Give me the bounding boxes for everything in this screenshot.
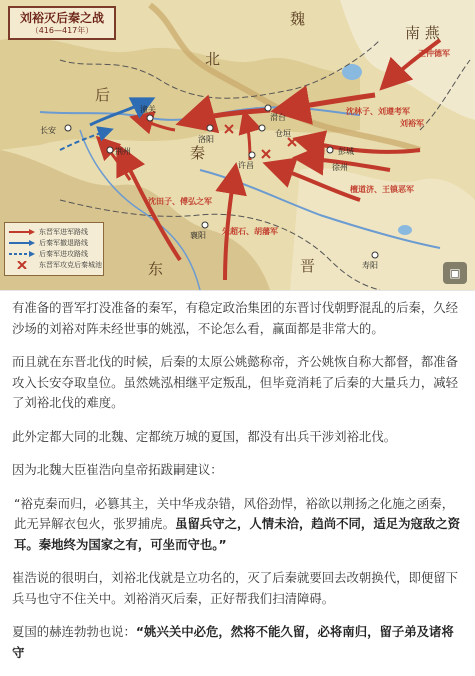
place-jingzhou: 荆州 — [115, 147, 131, 156]
legend-line-red-solid — [9, 228, 35, 236]
legend-cross-icon — [9, 261, 35, 269]
legend-label: 东晋军进军路线 — [39, 227, 88, 236]
map-legend — [4, 222, 104, 276]
army-label-liu-yu: 刘裕军 — [400, 118, 424, 128]
quote-paragraph — [12, 494, 464, 556]
region-label-hou: 后 — [95, 86, 111, 104]
place-changan: 长安 — [40, 126, 56, 135]
legend-item — [9, 259, 102, 270]
army-label-tan-daoji: 檀道济、王镇恶军 — [350, 184, 414, 194]
army-label-shen-linzi: 沈林子、刘遵考军 — [346, 106, 410, 116]
paragraph: 此外定都大同的北魏、定都统万城的夏国，都没有出兵干涉刘裕北伐。 — [12, 428, 397, 444]
place-tongguan: 潼关 — [140, 105, 156, 114]
region-label-bei: 北 — [205, 50, 221, 68]
region-label-jin: 晋 — [300, 257, 316, 275]
legend-label: 后秦军进攻路线 — [39, 249, 88, 258]
legend-line-blue-solid — [9, 239, 35, 247]
region-label-southern-yan: 南 燕 — [405, 24, 440, 42]
paragraph: 有准备的晋军打没准备的秦军，有稳定政治集团的东晋讨伐朝野混乱的后秦，久经沙场的刘裕对阵未经世事的姚泓，不论怎么看，赢面都是非常大的。 — [12, 300, 459, 336]
legend-item — [9, 237, 99, 248]
paragraph — [12, 622, 464, 663]
region-label-wei: 魏 — [290, 10, 306, 28]
map-title: 刘裕灭后秦之战 — [19, 11, 104, 25]
legend-line-blue-dashed — [9, 250, 35, 258]
legend-label: 东晋军攻克后秦城池 — [39, 260, 102, 269]
army-label-zhu-chaoshi: 朱超石、胡藩军 — [222, 226, 278, 236]
place-luoyang: 洛阳 — [198, 135, 214, 144]
region-label-qin: 秦 — [190, 144, 206, 162]
paragraph: 崔浩说的很明白，刘裕北伐就是立功名的，灭了后秦就要回去改朝换代，即便留下兵马也守不住关中。刘裕消灭后秦，正好帮我们扫清障碍。 — [12, 570, 459, 606]
paragraph-emphasis: “姚兴关中必危，然将不能久留，必将南归，留子弟及诸将守 — [12, 624, 454, 660]
paragraph-text: 夏国的赫连勃勃也说： — [12, 624, 136, 639]
place-xiangyang: 襄阳 — [190, 231, 206, 240]
legend-item — [9, 226, 99, 237]
army-label-shen-tianzi: 沈田子、傅弘之军 — [148, 196, 212, 206]
map-years: （416—417年） — [30, 26, 94, 35]
article-body — [12, 298, 464, 676]
place-xuzhou: 徐州 — [332, 163, 348, 172]
region-label-dong: 东 — [148, 260, 164, 278]
legend-label: 后秦军撤退路线 — [39, 238, 88, 247]
legend-item — [9, 248, 99, 259]
battle-map — [0, 0, 475, 291]
place-cangyuan: 仓垣 — [275, 129, 291, 138]
paragraph: 而且就在东晋北伐的时候，后秦的太原公姚懿称帝，齐公姚恢自称大都督，都准备攻入长安夺取皇位。虽然姚泓相继平定叛乱，但毕竟消耗了后秦的大量兵力，减轻了刘裕北伐的难度。 — [12, 354, 459, 410]
quote-text: “裕克秦而归，必篡其主，关中华戎杂错，风俗劲悍，裕欲以荆扬之化施之函秦，此无异解衣包火，张罗捕虎。 — [14, 495, 455, 531]
place-shouyang: 寿阳 — [362, 261, 378, 270]
place-pengcheng: 彭城 — [338, 147, 354, 156]
photo-icon[interactable]: ▣ — [443, 262, 467, 284]
army-label-wang-zhonge: 王仲德军 — [418, 48, 450, 58]
quote-emphasis: 虽留兵守之，人情未洽，趋尚不同，适足为寇敌之资耳。秦地终为国家之有，可坐而守也。” — [14, 516, 461, 552]
map-title-box — [8, 6, 116, 40]
place-xuchang: 许昌 — [238, 161, 254, 170]
paragraph: 因为北魏大臣崔浩向皇帝拓跋嗣建议： — [12, 462, 223, 477]
place-huatai: 滑台 — [270, 113, 286, 122]
